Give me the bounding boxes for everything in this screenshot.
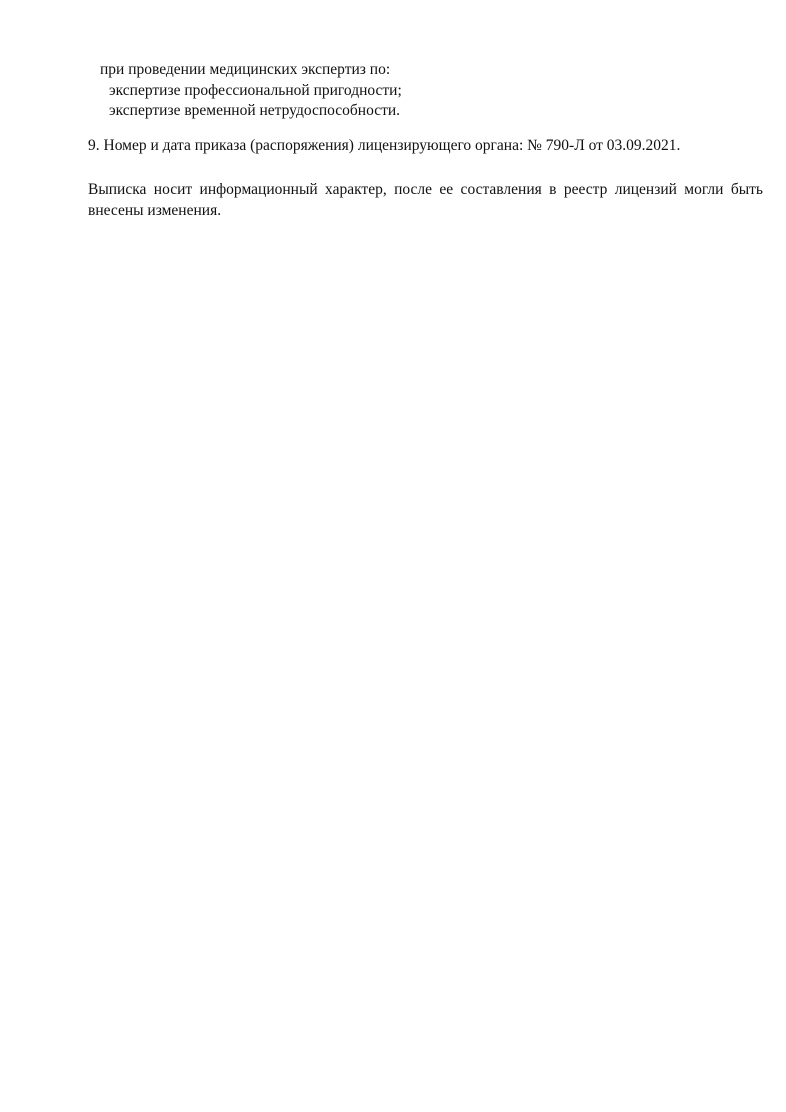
expertise-item: экспертизе временной нетрудоспособности. bbox=[109, 102, 401, 119]
expertise-intro-line: при проведении медицинских экспертиз по: bbox=[100, 61, 391, 78]
expertise-section bbox=[100, 60, 660, 122]
expertise-item: экспертизе профессиональной пригодности; bbox=[109, 81, 402, 99]
disclaimer-line: Выписка носит информационный характер, после ее составления в реестр лицензий могли быть bbox=[88, 181, 763, 198]
order-number-date-line: 9. Номер и дата приказа (распоряжения) лицензирующего органа: № 790-Л от 03.09.2021. bbox=[88, 137, 681, 154]
disclaimer-paragraph bbox=[88, 180, 763, 221]
disclaimer-line: внесены изменения. bbox=[88, 201, 222, 219]
